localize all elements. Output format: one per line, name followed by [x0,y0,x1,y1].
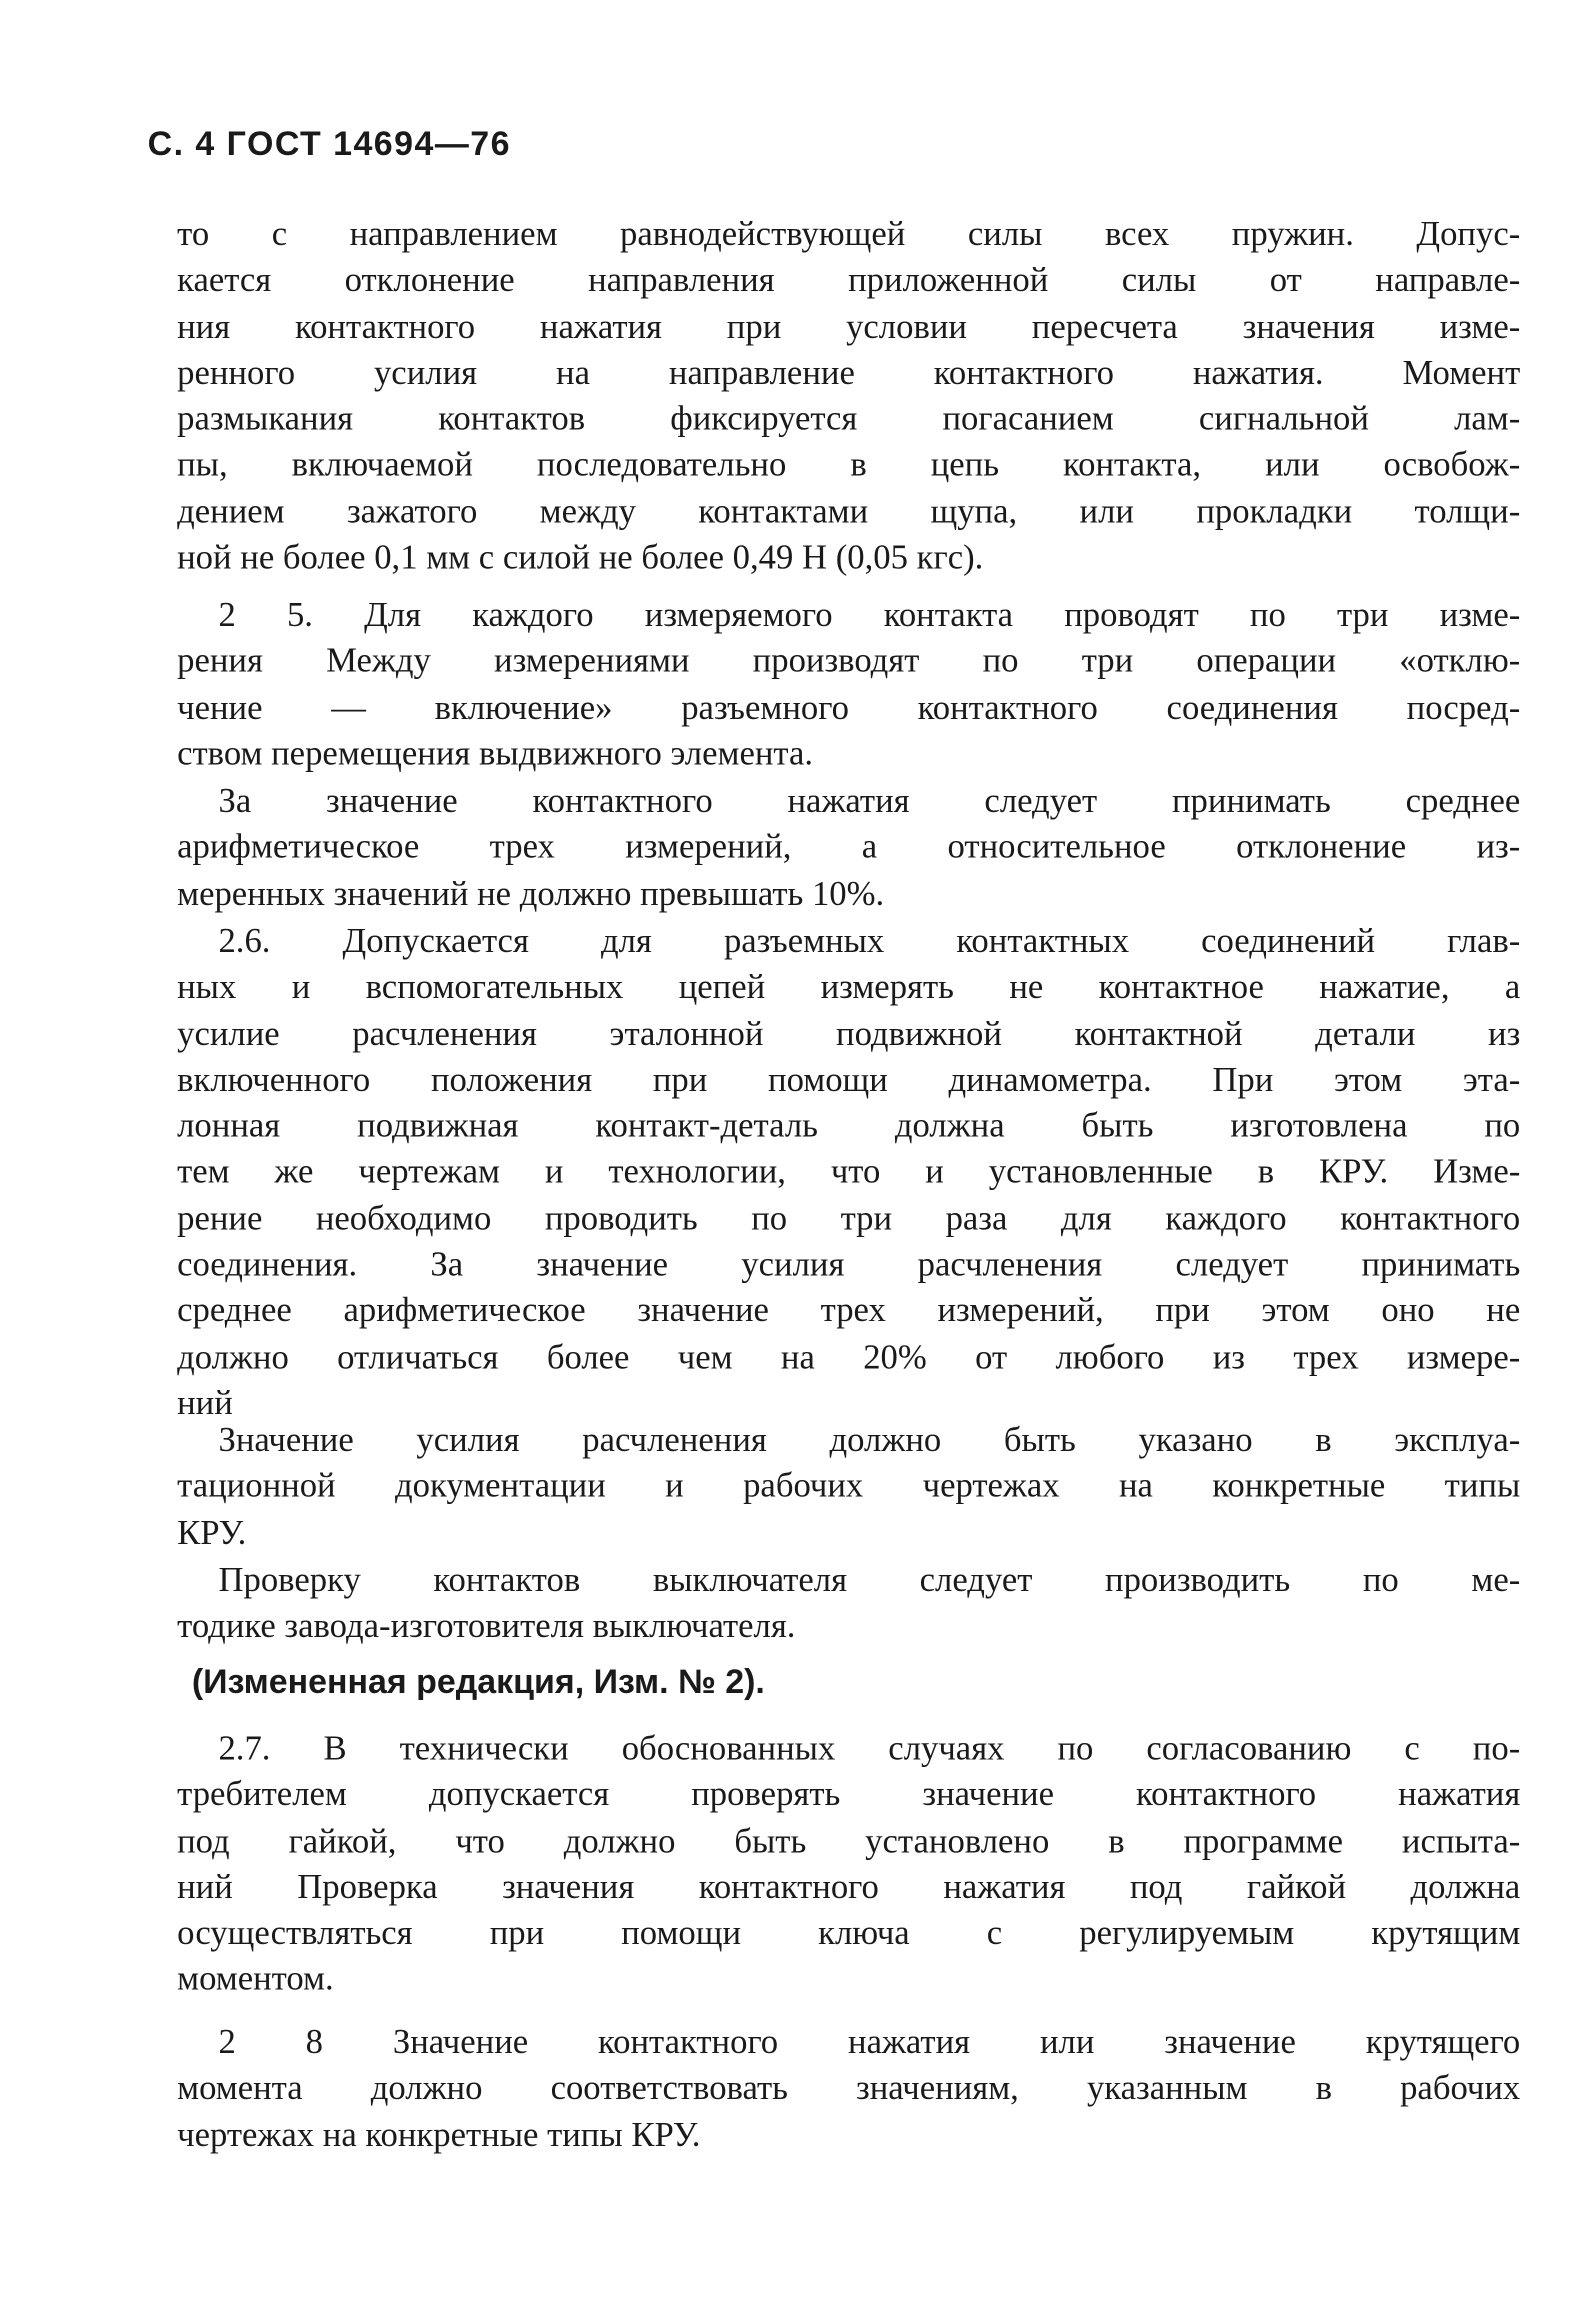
text-line: ний Проверка значения контактного нажатия под гайкой должна [177,1868,1521,1907]
text-line: моментом. [177,1960,334,2000]
text-line: кается отклонение направления приложенной силы от направле- [177,261,1521,301]
text-line: то с направлением равнодействующей силы всех пружин. Допус- [177,215,1521,254]
page-header: С. 4 ГОСТ 14694—76 [147,123,512,163]
paragraph [177,1418,1520,1557]
paragraph [177,593,1520,778]
text-line: должно отличаться более чем на 20% от любого из трех измере- [177,1338,1521,1377]
text-line: тодике завода-изготовителя выключателя. [177,1607,796,1647]
text-line: За значение контактного нажатия следует принимать среднее [218,782,1521,821]
text-line: чение — включение» разъемного контактного соединения посред- [177,688,1521,728]
text-line: под гайкой, что должно быть установлено в программе испыта- [177,1822,1521,1861]
text-line: среднее арифметическое значение трех измерений, при этом оно не [177,1292,1521,1331]
text-line: ренного усилия на направление контактного нажатия. Момент [177,354,1521,393]
text-line: ний [177,1384,233,1423]
text-line: дением зажатого между контактами щупа, или прокладки толщи- [177,492,1521,532]
text-line: ных и вспомогательных цепей измерять не контактное нажатие, а [177,968,1521,1008]
paragraph [177,1727,1520,2004]
text-line: ством перемещения выдвижного элемента. [177,734,814,774]
text-line: пы, включаемой последовательно в цепь контакта, или освобож- [177,446,1521,485]
text-line: размыкания контактов фиксируется погасанием сигнальной лам- [177,400,1521,439]
paragraph [177,920,1520,1428]
text-line: 2.6. Допускается для разъемных контактных соединений глав- [218,922,1521,961]
text-line: 2.7. В технически обоснованных случаях по согласованию с по- [218,1729,1521,1769]
text-line: арифметическое трех измерений, а относительное отклонение из- [177,828,1521,867]
text-line: Значение усилия расчленения должно быть указано в эксплуа- [218,1421,1521,1460]
text-line: Проверку контактов выключателя следует производить по ме- [218,1561,1521,1600]
text-line: требителем допускается проверять значение контактного нажатия [177,1776,1521,1815]
text-line: рение необходимо проводить по три раза для каждого контактного [177,1199,1521,1239]
text-line: 2 8 Значение контактного нажатия или значение крутящего [218,2023,1521,2062]
text-line: КРУ. [177,1513,247,1553]
text-line: осуществляться при помощи ключа с регулируемым крутящим [177,1914,1521,1954]
text-line: 2 5. Для каждого измеряемого контакта проводят по три изме- [218,596,1521,635]
paragraph [177,779,1520,918]
text-line: тем же чертежам и технологии, что и установленные в КРУ. Изме- [177,1153,1521,1192]
text-line: соединения. За значение усилия расчленения следует принимать [177,1245,1521,1285]
paragraph [177,213,1520,583]
text-line: момента должно соответствовать значениям, указанным в рабочих [177,2069,1521,2109]
text-line: чертежах на конкретные типы КРУ. [177,2115,701,2155]
paragraph [177,2021,1520,2160]
text-line: меренных значений не должно превышать 10%. [177,874,885,914]
text-line: лонная подвижная контакт-деталь должна быть изготовлена по [177,1107,1521,1146]
text-line: тационной документации и рабочих чертежах на конкретные типы [177,1467,1521,1506]
text-line: ной не более 0,1 мм с силой не более 0,49 Н (0,05 кгс). [177,538,984,578]
text-line: ния контактного нажатия при условии пересчета значения изме- [177,307,1521,347]
text-line: включенного положения при помощи динамометра. При этом эта- [177,1061,1521,1100]
text-line: рения Между измерениями производят по три операции «отклю- [177,642,1521,681]
paragraph [177,1559,1520,1651]
amendment-note: (Измененная редакция, Изм. № 2). [191,1661,765,1701]
text-line: усилие расчленения эталонной подвижной контактной детали из [177,1014,1521,1054]
